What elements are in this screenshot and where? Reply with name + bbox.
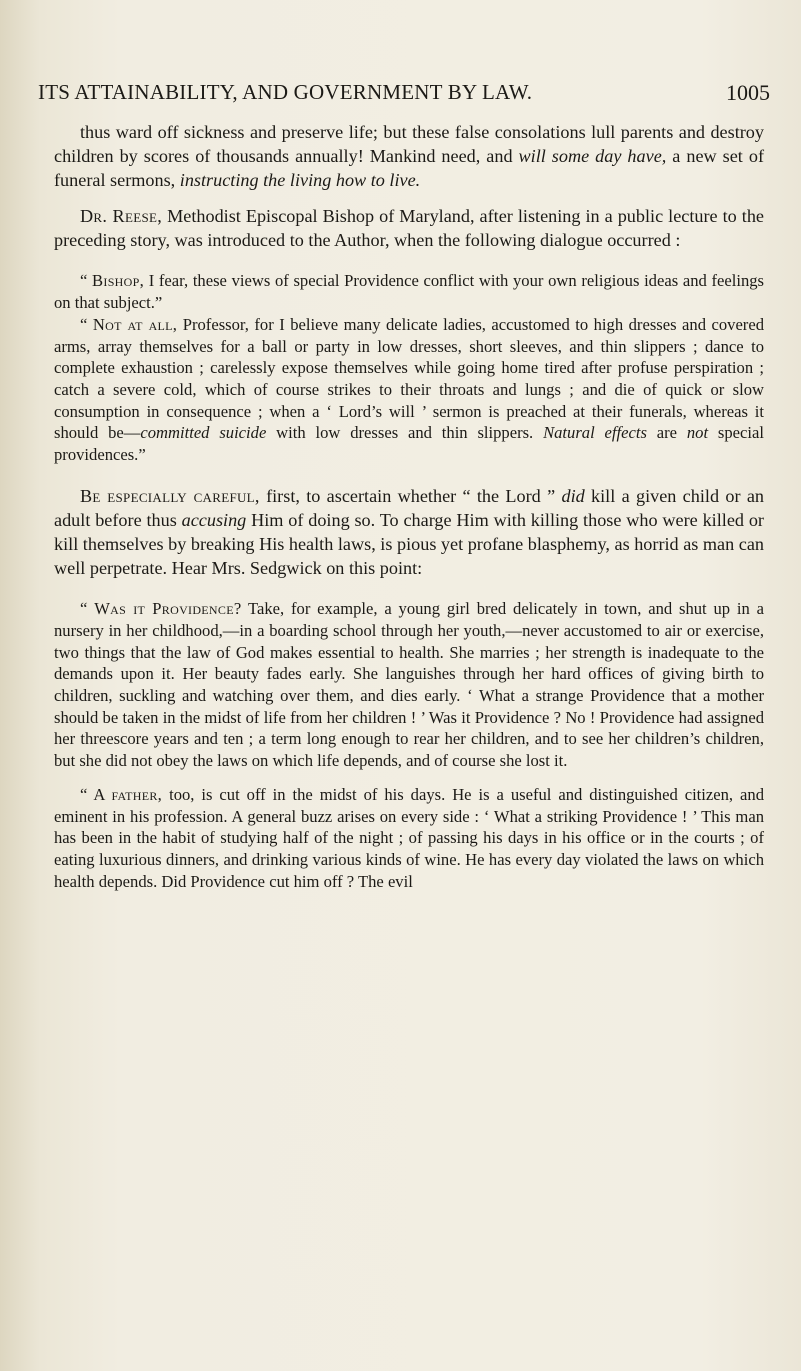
text-run: a new set of funeral sermons,	[54, 146, 764, 191]
text-run: “ A	[80, 784, 112, 804]
text-run: with low dresses and thin slippers.	[266, 423, 544, 443]
text-run: I fear, these views of special Providence conflict with your own religious ideas and feelings on that subject.”	[54, 271, 764, 313]
text-run: Take, for example, a young girl bred delicately in town, and shut up in a nursery in her childhood,—in a boarding school through her youth,—never accustomed to air or exercise, two things that the law of God makes essential to health. She marries ; her strength is inadequate to the demands upon it. Her beauty fades early. She languishes through her hard offices of giving birth to children, suckling and watching over them, and dies early. ‘ What a strange Providence that a mother should be taken in the midst of life from her children ! ’ Was it Providence ? No ! Providence had assigned her threescore years and ten ; a term long enough to rear her children, and to see her children’s children, but she did not obey the laws on which life depends, and of course she lost it.	[54, 599, 765, 771]
italic-run: Natural effects	[543, 423, 647, 443]
small-caps-run: Dr. Reese,	[80, 206, 163, 227]
running-head-title: ITS ATTAINABILITY, AND GOVERNMENT BY LAW.	[38, 80, 533, 104]
small-caps-run: father,	[111, 784, 163, 804]
small-caps-run: Not at all,	[92, 314, 178, 334]
paragraph-dr-reese-intro	[54, 204, 764, 252]
quote-a-father	[54, 784, 764, 893]
text-run: kill a given child or an adult before thus	[54, 485, 764, 530]
text-run: “	[80, 314, 93, 334]
small-caps-run: Bishop,	[92, 271, 145, 291]
dialogue-not-at-all	[54, 314, 764, 466]
italic-run: instructing the living how to live.	[179, 170, 421, 191]
running-head	[28, 72, 770, 112]
body-text	[54, 120, 764, 892]
small-caps-run: Was it Providence?	[94, 599, 242, 619]
text-run: thus ward off sickness and preserve life; but these false consolations lull parents and destroy children by scores of thousands annually! Mankind need, and	[54, 122, 764, 167]
page-number: 1005	[726, 80, 770, 105]
text-run: “	[80, 599, 95, 619]
small-caps-run: Be especially careful,	[80, 485, 260, 506]
text-run: are	[646, 423, 687, 443]
text-run: special providences.”	[54, 423, 764, 465]
paragraph-be-especially-careful	[54, 484, 764, 580]
text-run: too, is cut off in the midst of his days. He is a useful and distinguished citizen, and eminent in his profession. A general buzz arises on every side : ‘ What a striking Providence ! ’ This man has been in the habit of studying half of the night ; of passing his days in his office or in the courts ; of eating luxurious dinners, and drinking various kinds of wine. He has every day violated the laws on which health depends. Did Providence cut him off ? The evil	[54, 784, 764, 891]
text-run: Methodist Episcopal Bishop of Maryland, after listening in a public lecture to the preceding story, was introduced to the Author, when the following dialogue occurred :	[54, 206, 764, 251]
text-run: Him of doing so. To charge Him with killing those who were killed or kill themselves by breaking His health laws, is pious yet profane blasphemy, as horrid as man can well perpetrate. Hear Mrs. Sedgwick on this point:	[54, 509, 764, 579]
dialogue-bishop	[54, 270, 764, 313]
text-run: “	[80, 271, 93, 291]
text-run: Professor, for I believe many delicate ladies, accustomed to high dresses and covered arms, array themselves for a ball or party in low dresses, short sleeves, and thin slippers ; dance to complete exhaustion ; carelessly expose themselves while going home tired after profuse perspiration ; catch a severe cold, which of course strikes to their throats and lungs ; and die of quick or slow consumption in consequence ; when a ‘ Lord’s will ’ sermon is preached at their funerals, whereas it should be—	[54, 314, 764, 443]
italic-run: did	[561, 485, 585, 506]
italic-run: committed suicide	[140, 423, 267, 443]
paragraph-funeral-sermons	[54, 120, 764, 192]
italic-run: not	[686, 423, 709, 443]
italic-run: accusing	[181, 509, 247, 530]
italic-run: will some day have,	[518, 146, 667, 167]
quote-was-it-providence	[54, 598, 764, 772]
text-run: first, to ascertain whether “ the Lord ”	[259, 485, 562, 506]
